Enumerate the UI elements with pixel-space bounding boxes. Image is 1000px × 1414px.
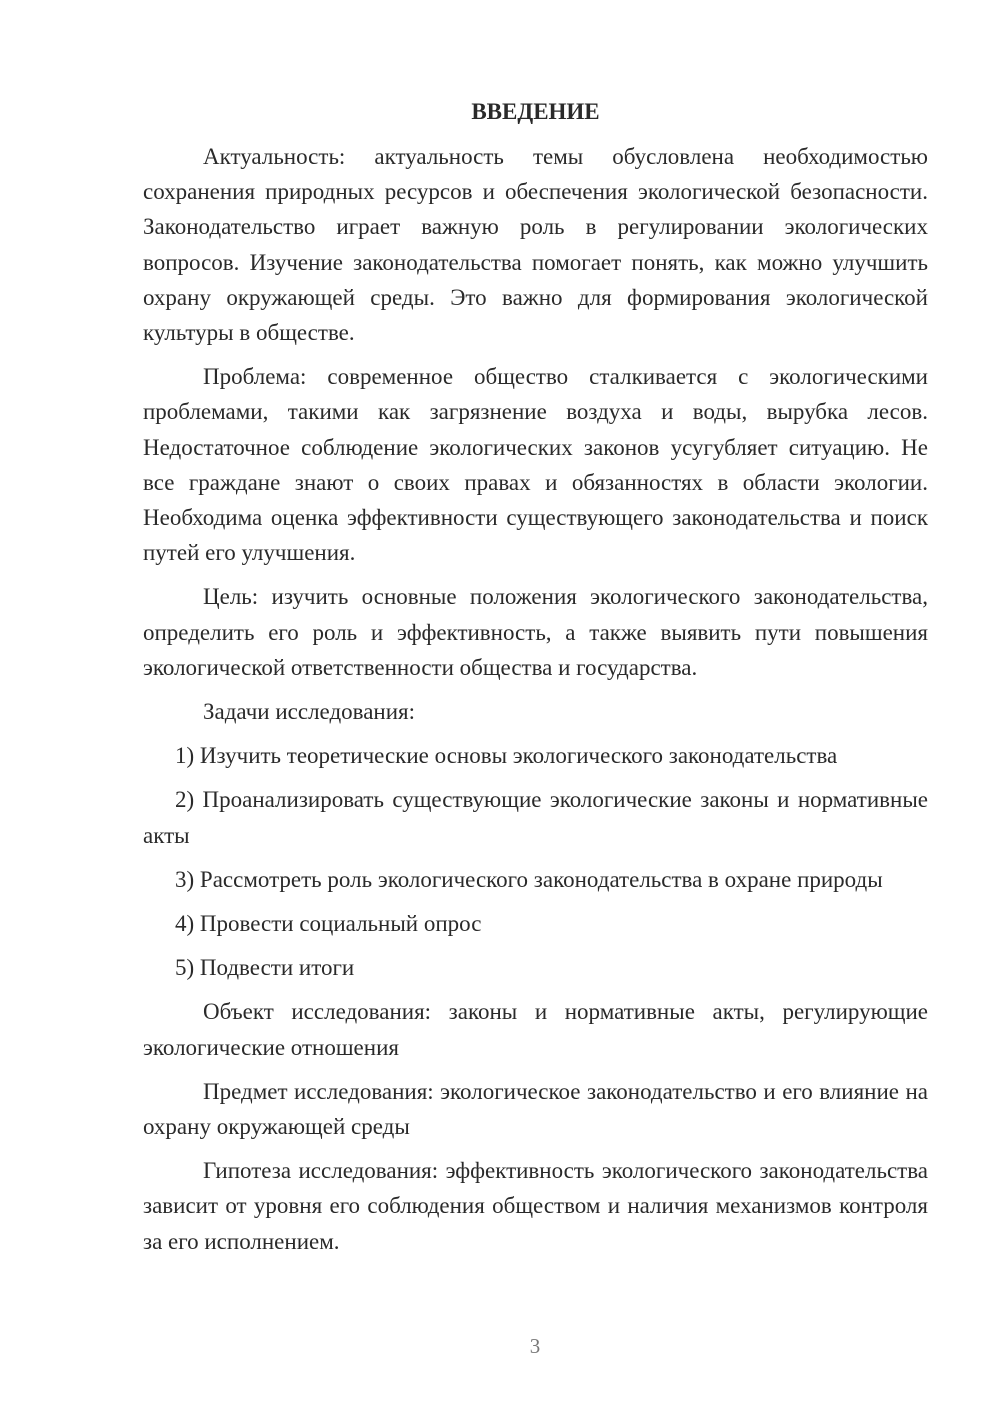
- object-paragraph: Объект исследования: законы и нормативные акты, регулирующие экологические отношения: [143, 999, 928, 1060]
- hypothesis-paragraph: Гипотеза исследования: эффективность экологического законодательства зависит от уровня его соблюдения обществом и наличия механизмов контроля за его исполнением.: [143, 1158, 928, 1254]
- tasks-heading: Задачи исследования:: [203, 699, 416, 725]
- goal-paragraph: Цель: изучить основные положения экологического законодательства, определить его роль и эффективность, а также выявить пути повышения экологической ответственности общества и государства.: [143, 584, 928, 680]
- task-item-5: 5) Подвести итоги: [175, 955, 355, 981]
- relevance-paragraph: Актуальность: актуальность темы обусловлена необходимостью сохранения природных ресурсов и обеспечения экологической безопасности. Законодательство играет важную роль в регулировании экологических вопросов. Изучение законодательства помогает понять, как можно улучшить охрану окружающей среды. Это важно для формирования экологической культуры в обществе.: [143, 144, 928, 346]
- section-title: ВВЕДЕНИЕ: [471, 99, 600, 124]
- task-item-4: 4) Провести социальный опрос: [175, 911, 482, 937]
- task-item-3: 3) Рассмотреть роль экологического законодательства в охране природы: [175, 866, 883, 892]
- task-item-1: 1) Изучить теоретические основы экологического законодательства: [175, 743, 838, 769]
- document-body: [143, 94, 928, 1268]
- page-number: 3: [529, 1334, 541, 1358]
- subject-paragraph: Предмет исследования: экологическое законодательство и его влияние на охрану окружающей среды: [143, 1078, 928, 1140]
- problem-paragraph: Проблема: современное общество сталкивается с экологическими проблемами, такими как загрязнение воздуха и воды, вырубка лесов. Недостаточное соблюдение экологических законов усугубляет ситуацию. Не все граждане знают о своих правах и обязанностях в области экологии. Необходима оценка эффективности существующего законодательства и поиск путей его улучшения.: [143, 364, 928, 566]
- task-item-2: 2) Проанализировать существующие экологические законы и нормативные акты: [143, 787, 928, 848]
